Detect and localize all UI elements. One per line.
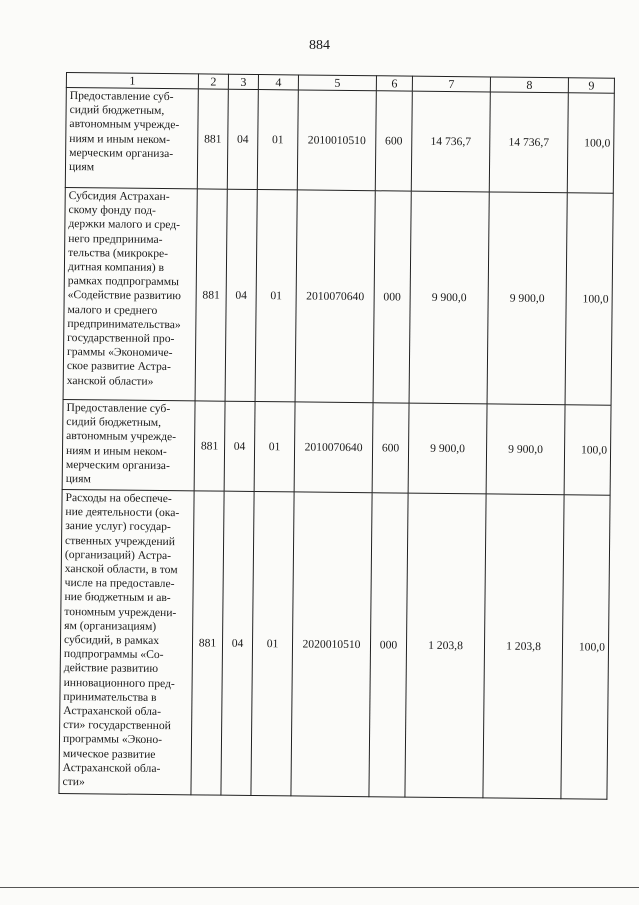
- cell-col9: 100,0: [561, 495, 610, 799]
- cell-col6: 000: [373, 191, 411, 403]
- cell-col4: 01: [255, 190, 297, 402]
- cell-col6: 600: [375, 91, 412, 191]
- cell-col9: 100,0: [565, 193, 613, 405]
- cell-col2: 881: [197, 89, 228, 189]
- column-header-2: 2: [198, 74, 228, 89]
- cell-col4: 01: [254, 401, 295, 491]
- cell-col2: 881: [195, 189, 227, 401]
- cell-col4: 01: [257, 90, 298, 190]
- budget-table: [58, 72, 615, 800]
- table-row: [63, 187, 613, 405]
- column-header-8: 8: [490, 77, 568, 93]
- table-row: [65, 88, 614, 194]
- cell-col7: 9 900,0: [408, 403, 487, 494]
- column-header-7: 7: [412, 76, 490, 92]
- cell-col5: 2020010510: [291, 492, 372, 797]
- row-description: Расходы на обеспече- ние деятельности (ока- зание услуг) государ- ственных учреждений (организаций) Астра- ханской области, в том числе на предоставле- ние бюджетным и ав- тономным учреждени- ям (организациям) субсидий, в рамках подпрограммы «Со- действие развитию инновационного пред- принимательства в Астраханской обла- сти» государственной программы «Эконо- мическое развитие Астраханской обла- сти»: [59, 489, 194, 794]
- cell-col8: 9 900,0: [487, 192, 567, 405]
- cell-col3: 04: [221, 491, 254, 795]
- cell-col5: 2010070640: [295, 190, 375, 403]
- column-header-5: 5: [298, 75, 376, 91]
- cell-col2: 881: [191, 491, 224, 795]
- column-header-9: 9: [568, 78, 614, 93]
- cell-col3: 04: [227, 89, 258, 189]
- cell-col7: 1 203,8: [405, 493, 486, 798]
- cell-col4: 01: [251, 491, 294, 795]
- column-header-6: 6: [376, 76, 412, 91]
- cell-col6: 000: [369, 493, 408, 797]
- table-row: [62, 399, 611, 495]
- cell-col3: 04: [224, 401, 255, 491]
- row-description: Субсидия Астрахан- скому фонду под- держки малого и сред- него предпринима- тельства (микрокре- дитная компания) в рамках подпрограммы «Содействие развитию малого и среднего предпринимательства» государственной про- граммы «Экономиче- ское развитие Астра- ханской области»: [63, 187, 197, 400]
- cell-col2: 881: [194, 401, 225, 491]
- cell-col8: 14 736,7: [489, 92, 568, 193]
- cell-col7: 9 900,0: [409, 191, 489, 404]
- row-description: Предоставление суб- сидий бюджетным, автономным учрежде- ниям и иным неком- мерческим организа- циям: [65, 88, 198, 189]
- page-number: 884: [309, 38, 330, 53]
- budget-table-frame: [59, 72, 614, 789]
- cell-col6: 600: [372, 403, 409, 493]
- column-header-1: 1: [66, 73, 198, 89]
- cell-col9: 100,0: [564, 405, 611, 495]
- cell-col5: 2010010510: [297, 90, 376, 191]
- bottom-rule: [0, 887, 639, 888]
- table-row: [59, 489, 610, 799]
- cell-col8: 9 900,0: [486, 404, 565, 495]
- column-header-4: 4: [258, 75, 298, 90]
- cell-col5: 2010070640: [294, 402, 373, 493]
- cell-col9: 100,0: [567, 93, 614, 193]
- cell-col7: 14 736,7: [411, 91, 490, 192]
- cell-col3: 04: [225, 189, 257, 401]
- cell-col8: 1 203,8: [483, 494, 564, 799]
- row-description: Предоставление суб- сидий бюджетным, автономным учрежде- ниям и иным неком- мерческим организа- циям: [62, 399, 195, 490]
- column-header-3: 3: [228, 74, 258, 89]
